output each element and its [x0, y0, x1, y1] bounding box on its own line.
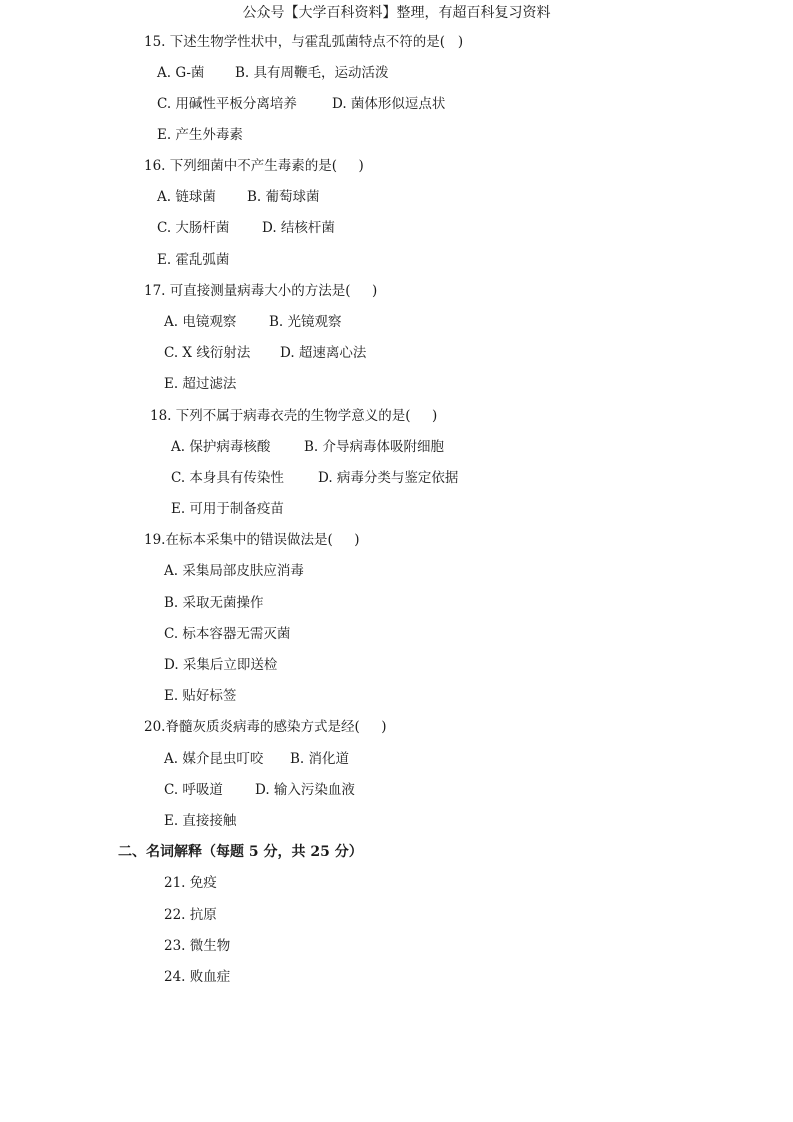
question-20-option-d: D. 输入污染血液 — [255, 782, 355, 798]
question-17-option-c: C. X 线衍射法 — [164, 345, 251, 361]
question-17-option-e: E. 超过滤法 — [164, 376, 237, 392]
question-20-option-c: C. 呼吸道 — [164, 782, 223, 798]
question-16-stem: 16. 下列细菌中不产生毒素的是( ) — [144, 158, 364, 174]
question-15-option-c: C. 用碱性平板分离培养 — [157, 96, 297, 112]
question-18-option-d: D. 病毒分类与鉴定依据 — [318, 470, 459, 486]
question-20-option-a: A. 媒介昆虫叮咬 — [164, 751, 264, 767]
question-16-option-a: A. 链球菌 — [157, 189, 216, 205]
question-20-option-b: B. 消化道 — [290, 751, 350, 767]
term-item: 22. 抗原 — [164, 907, 217, 923]
question-18-option-a: A. 保护病毒核酸 — [171, 439, 271, 455]
question-19-option-a: A. 采集局部皮肤应消毒 — [164, 563, 304, 579]
question-20-option-e: E. 直接接触 — [164, 813, 237, 829]
question-19-option-c: C. 标本容器无需灭菌 — [164, 626, 291, 642]
term-item: 23. 微生物 — [164, 938, 231, 954]
section-title: 二、名词解释（每题 5 分，共 25 分） — [118, 844, 363, 860]
question-17-option-a: A. 电镜观察 — [164, 314, 237, 330]
question-17-option-d: D. 超速离心法 — [280, 345, 367, 361]
question-18-option-e: E. 可用于制备疫苗 — [171, 501, 284, 517]
term-item: 24. 败血症 — [164, 969, 231, 985]
question-17-stem: 17. 可直接测量病毒大小的方法是( ) — [144, 283, 378, 299]
question-18-option-b: B. 介导病毒体吸附细胞 — [304, 439, 445, 455]
question-18-option-c: C. 本身具有传染性 — [171, 470, 284, 486]
question-17-option-b: B. 光镜观察 — [269, 314, 342, 330]
question-20-stem: 20.脊髓灰质炎病毒的感染方式是经( ) — [144, 719, 387, 735]
question-16-option-b: B. 葡萄球菌 — [247, 189, 320, 205]
question-15-option-b: B. 具有周鞭毛，运动活泼 — [235, 65, 389, 81]
question-19-option-e: E. 贴好标签 — [164, 688, 237, 704]
question-19-stem: 19.在标本采集中的错误做法是( ) — [144, 532, 360, 548]
question-15-option-a: A. G-菌 — [157, 65, 205, 81]
page-header: 公众号【大学百科资料】整理，有超百科复习资料 — [242, 5, 551, 21]
question-19-option-d: D. 采集后立即送检 — [164, 657, 278, 673]
question-16-option-c: C. 大肠杆菌 — [157, 220, 230, 236]
question-15-option-e: E. 产生外毒素 — [157, 127, 243, 143]
term-item: 21. 免疫 — [164, 875, 217, 891]
question-15-option-d: D. 菌体形似逗点状 — [332, 96, 446, 112]
question-16-option-e: E. 霍乱弧菌 — [157, 252, 230, 268]
question-18-stem: 18. 下列不属于病毒衣壳的生物学意义的是( ) — [150, 408, 438, 424]
question-16-option-d: D. 结核杆菌 — [262, 220, 335, 236]
question-15-stem: 15. 下述生物学性状中，与霍乱弧菌特点不符的是( ) — [144, 34, 464, 50]
question-19-option-b: B. 采取无菌操作 — [164, 595, 264, 611]
